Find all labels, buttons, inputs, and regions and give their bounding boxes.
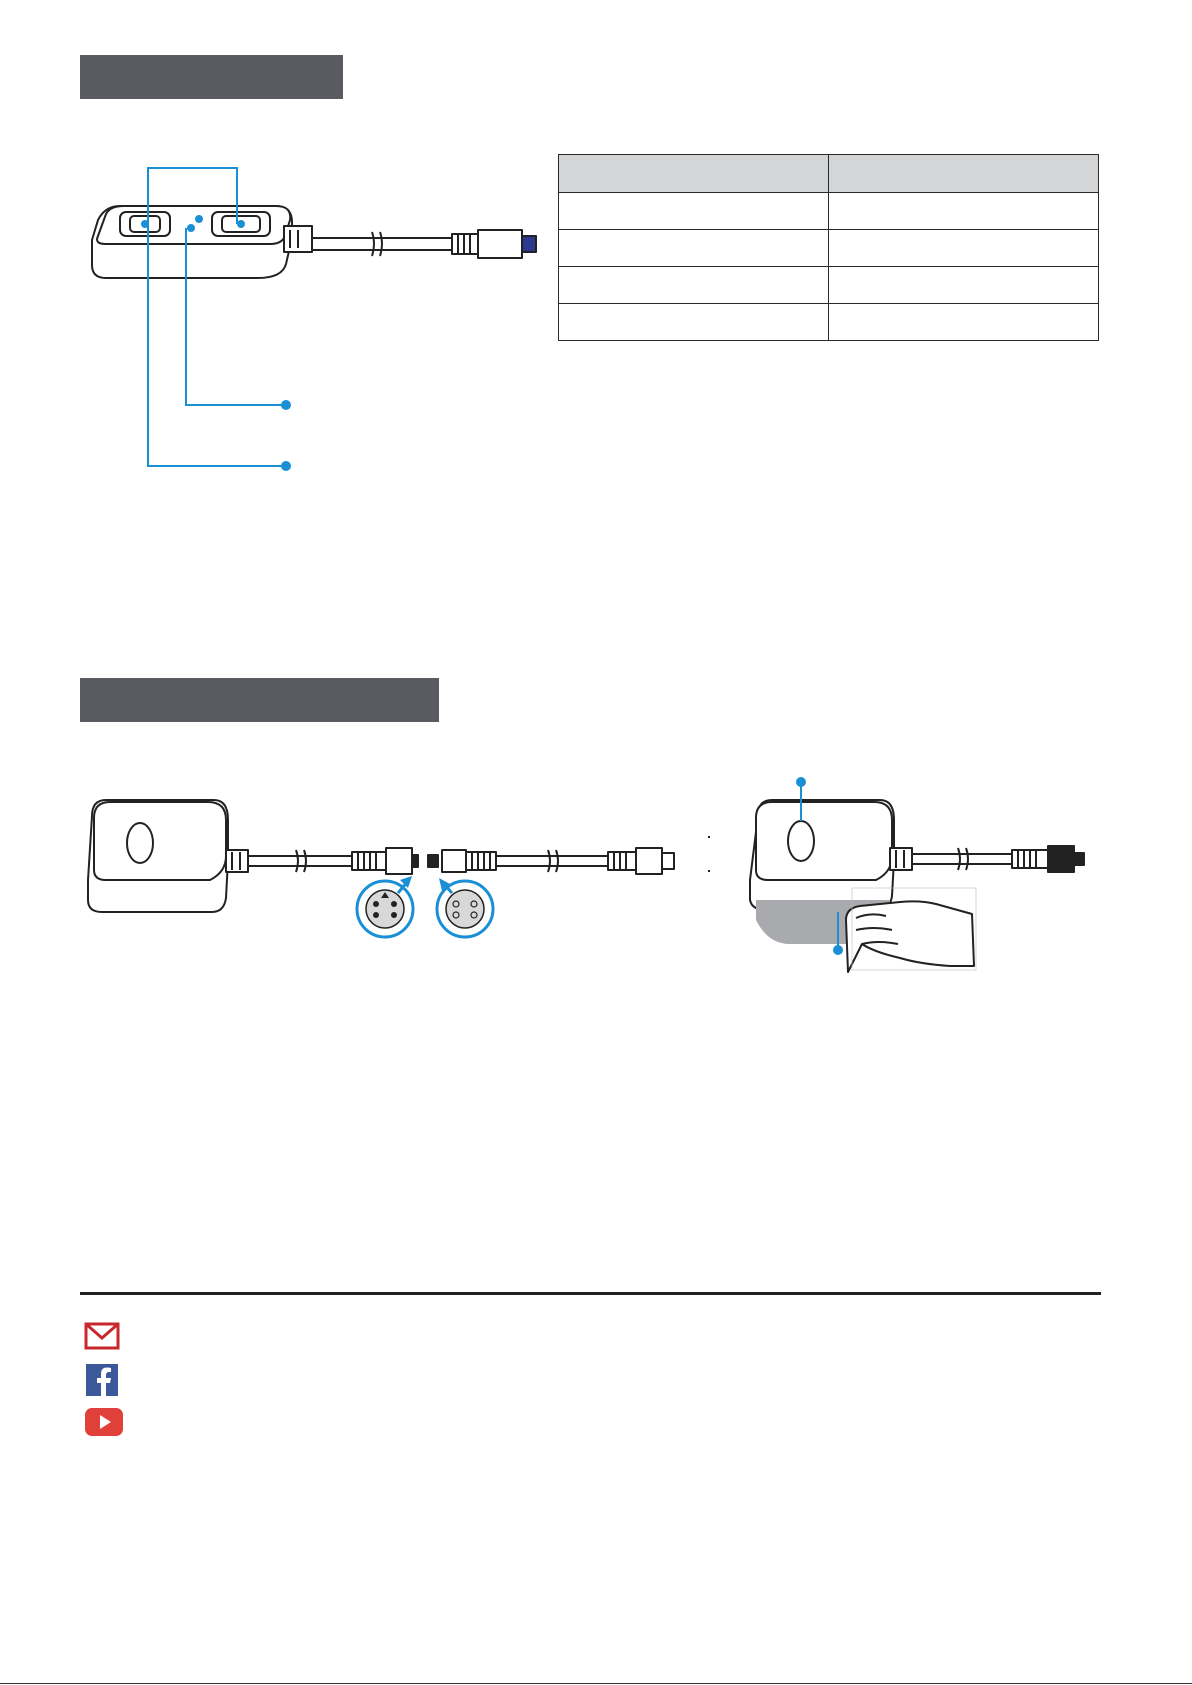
- page-bottom-rule: [0, 1683, 1192, 1684]
- contact-youtube-row: [84, 1406, 136, 1438]
- hand-illustration: [846, 901, 974, 972]
- contact-email-row: [84, 1320, 132, 1352]
- control-box-illustration: [92, 206, 536, 278]
- connector-pinout-female: [437, 881, 493, 937]
- facebook-icon: [84, 1364, 120, 1396]
- youtube-icon: [84, 1407, 124, 1437]
- contact-facebook-row: [84, 1364, 132, 1396]
- connector-pinout-male: [357, 881, 413, 937]
- footer-divider: [80, 1292, 1101, 1295]
- email-icon: [84, 1322, 120, 1350]
